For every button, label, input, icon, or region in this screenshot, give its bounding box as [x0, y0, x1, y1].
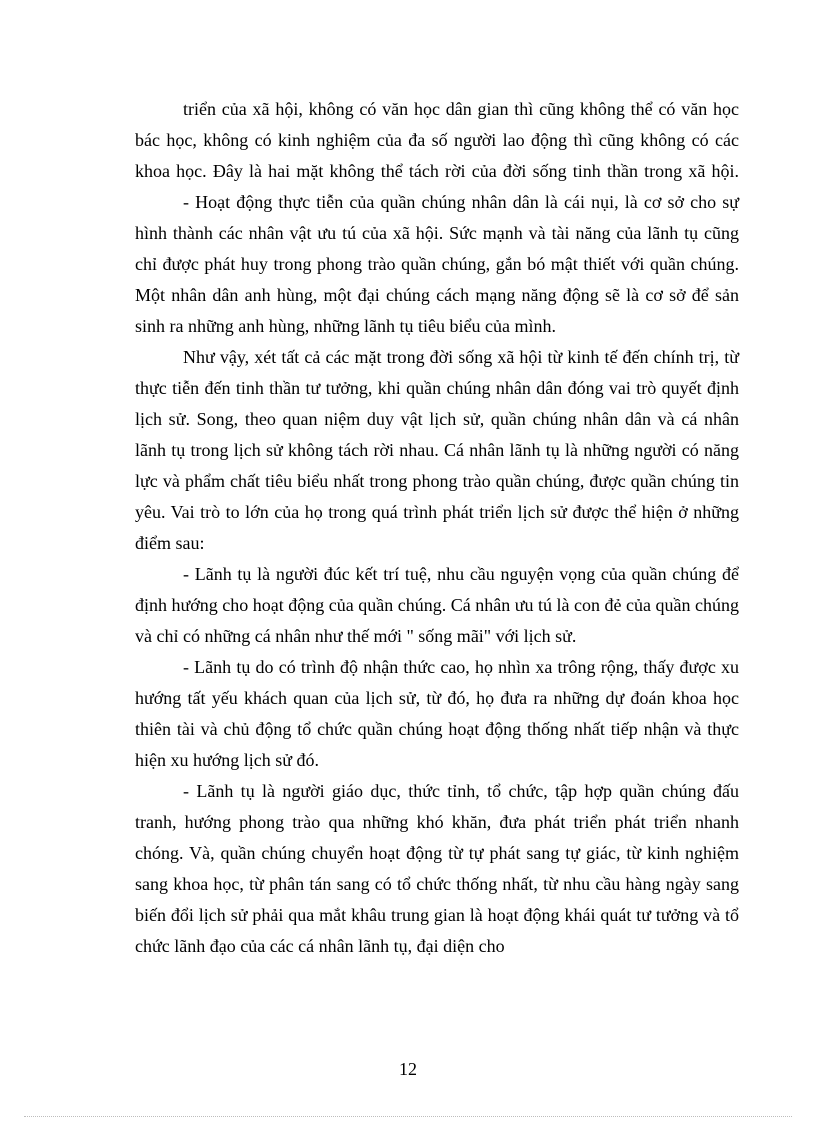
- paragraph-continuation: triển của xã hội, không có văn học dân gian thì cũng không thể có văn học bác học, không có kinh nghiệm của đa số người lao động thì cũng không có các khoa học. Đây là hai mặt không thể tách rời của đời sống tinh thần trong xã hội.: [135, 99, 739, 181]
- body-text: [135, 94, 739, 962]
- paragraph-leader-role-3: - Lãnh tụ là người giáo dục, thức tỉnh, tổ chức, tập hợp quần chúng đấu tranh, hướng phong trào qua những khó khăn, đưa phát triển phát triển nhanh chóng. Và, quần chúng chuyển hoạt động từ tự phát sang tự giác, từ kinh nghiệm sang khoa học, từ phân tán sang có tổ chức thống nhất, từ nhu cầu hàng ngày sang biến đổi lịch sử phải qua mắt khâu trung gian là hoạt động khái quát tư tưởng và tổ chức lãnh đạo của các cá nhân lãnh tụ, đại diện cho: [135, 781, 739, 956]
- paragraph-leader-role-1: - Lãnh tụ là người đúc kết trí tuệ, nhu cầu nguyện vọng của quần chúng để định hướng cho hoạt động của quần chúng. Cá nhân ưu tú là con đẻ của quần chúng và chỉ có những cá nhân như thế mới " sống mãi" với lịch sử.: [135, 564, 739, 646]
- page-number: 12: [399, 1059, 417, 1079]
- paragraph-mass-activity: - Hoạt động thực tiễn của quần chúng nhân dân là cái nụi, là cơ sở cho sự hình thành các nhân vật ưu tú của xã hội. Sức mạnh và tài năng của lãnh tụ cũng chỉ được phát huy trong phong trào quần chúng, gắn bó mật thiết với quần chúng. Một nhân dân anh hùng, một đại chúng cách mạng năng động sẽ là cơ sở để sản sinh ra những anh hùng, những lãnh tụ tiêu biểu của mình.: [135, 192, 739, 336]
- paragraph-leader-role-2: - Lãnh tụ do có trình độ nhận thức cao, họ nhìn xa trông rộng, thấy được xu hướng tất yếu khách quan của lịch sử, từ đó, họ đưa ra những dự đoán khoa học thiên tài và chủ động tổ chức quần chúng hoạt động thống nhất tiếp nhận và thực hiện xu hướng lịch sử đó.: [135, 657, 739, 770]
- paragraph-conclusion: Như vậy, xét tất cả các mặt trong đời sống xã hội từ kinh tế đến chính trị, từ thực tiễn đến tinh thần tư tưởng, khi quần chúng nhân dân đóng vai trò quyết định lịch sử. Song, theo quan niệm duy vật lịch sử, quần chúng nhân dân và cá nhân lãnh tụ trong lịch sử không tách rời nhau. Cá nhân lãnh tụ là những người có năng lực và phẩm chất tiêu biểu nhất trong phong trào quần chúng, được quần chúng tin yêu. Vai trò to lớn của họ trong quá trình phát triển lịch sử được thể hiện ở những điểm sau:: [135, 347, 739, 553]
- page-bottom-rule: [24, 1116, 792, 1117]
